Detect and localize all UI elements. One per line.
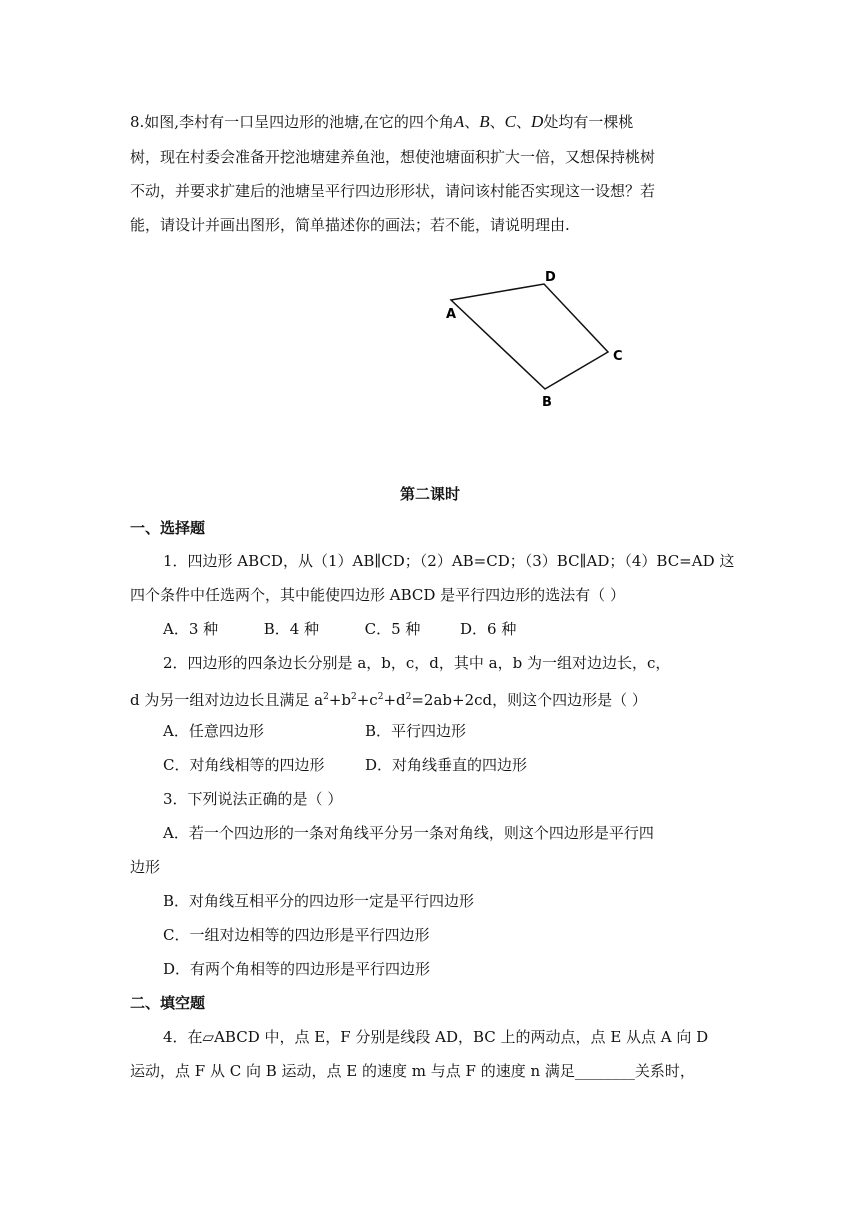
q2-options-row-1: A．任意四边形 B．平行四边形 <box>163 722 467 740</box>
q3-option-c: C．一组对边相等的四边形是平行四边形 <box>163 926 430 944</box>
quadrilateral-abcd <box>451 284 608 389</box>
q2-options-row-2: C．对角线相等的四边形 D．对角线垂直的四边形 <box>163 756 528 774</box>
section-title: 第二课时 <box>399 485 460 503</box>
q3-option-a-line-2: 边形 <box>130 858 161 876</box>
vertex-c: C <box>613 349 623 364</box>
q3-stem: 3．下列说法正确的是（ ） <box>163 790 343 808</box>
q1-line-2: 四个条件中任选两个，其中能使四边形 ABCD 是平行四边形的选法有（ ） <box>130 586 625 604</box>
part1-heading: 一、选择题 <box>130 519 206 537</box>
q4-line-2: 运动，点 F 从 C 向 B 运动，点 E 的速度 m 与点 F 的速度 n 满足________关系时， <box>130 1062 695 1080</box>
q1-options: A．3 种 B．4 种 C．5 种 D．6 种 <box>163 620 517 638</box>
quadrilateral-figure <box>430 262 630 412</box>
vertex-d: D <box>545 270 556 285</box>
vertex-a: A <box>446 307 457 322</box>
q8-line-3: 不动，并要求扩建后的池塘呈平行四边形形状，请问该村能否实现这一设想？若 <box>130 182 656 200</box>
q3-option-a-line-1: A．若一个四边形的一条对角线平分另一条对角线，则这个四边形是平行四 <box>163 824 654 842</box>
q8-line-1: 8.如图,李村有一口呈四边形的池塘,在它的四个角A、B、C、D处均有一棵桃 <box>130 112 634 131</box>
label-a: A <box>453 112 465 131</box>
q3-option-d: D．有两个角相等的四边形是平行四边形 <box>163 960 431 978</box>
q3-option-b: B．对角线互相平分的四边形一定是平行四边形 <box>163 892 475 910</box>
label-d: D <box>531 112 544 131</box>
q8-line-2: 树，现在村委会准备开挖池塘建养鱼池，想使池塘面积扩大一倍，又想保持桃树 <box>130 148 656 166</box>
q2-line-1: 2．四边形的四条边长分别是 a，b，c，d，其中 a，b 为一组对边边长，c， <box>163 654 671 672</box>
q1-line-1: 1．四边形 ABCD，从（1）AB∥CD；（2）AB=CD；（3）BC∥AD；（4）BC=AD 这 <box>163 552 735 570</box>
q2-line-2: d 为另一组对边边长且满足 $a^2+b^2+c^2+d^2=2ab+2cd$，则这个四边形是（ ） <box>130 691 647 709</box>
label-c: C <box>504 112 517 131</box>
q8-line-4: 能，请设计并画出图形，简单描述你的画法；若不能，请说明理由. <box>130 216 570 234</box>
vertex-b: B <box>542 395 552 410</box>
q4-line-1: 4．在▱ABCD 中，点 E，F 分别是线段 AD，BC 上的两动点，点 E 从点 A 向 D <box>163 1028 709 1046</box>
label-b: B <box>479 112 490 131</box>
part2-heading: 二、填空题 <box>130 994 206 1012</box>
